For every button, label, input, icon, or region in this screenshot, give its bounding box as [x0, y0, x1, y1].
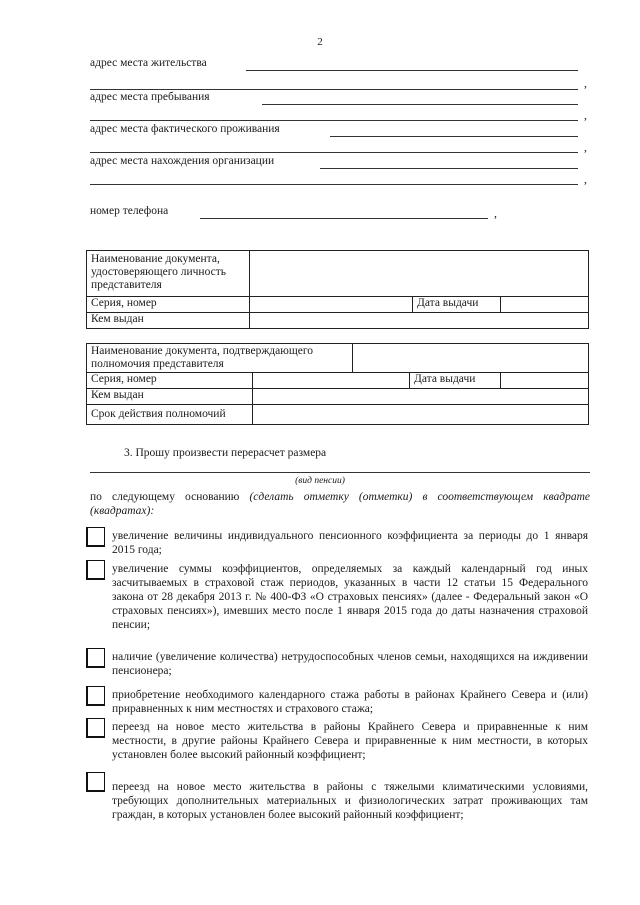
address-actual-field-line2[interactable] [90, 152, 578, 153]
option-text-3: наличие (увеличение количества) нетрудоспособных членов семьи, находящихся на иждивении пенсионера; [112, 651, 588, 677]
pension-type-caption: (вид пенсии) [295, 476, 345, 486]
option-checkbox-2[interactable] [86, 560, 105, 580]
address-stay-field[interactable] [262, 104, 578, 105]
page-number: 2 [317, 36, 323, 48]
option-checkbox-6[interactable] [86, 772, 105, 792]
address-stay-label: адрес места пребывания [90, 91, 210, 103]
address-organization-label: адрес места нахождения организации [90, 155, 275, 167]
comma: , [584, 172, 587, 186]
representative-id-table [86, 250, 589, 329]
basis-hint: (сделать отметку (отметки) в соответствующем квадрате (квадратах): [90, 491, 590, 517]
rep-date-label: Дата выдачи [413, 297, 501, 313]
option-checkbox-4[interactable] [86, 686, 105, 706]
comma: , [584, 140, 587, 154]
rep-issued-label: Кем выдан [87, 313, 250, 329]
basis-text: по следующему основанию [90, 491, 240, 503]
auth-date-field[interactable] [501, 373, 589, 389]
rep-date-field[interactable] [501, 297, 589, 313]
rep-doc-name-label: Наименование документа, удостоверяющего личность представителя [87, 251, 250, 297]
comma: , [584, 76, 587, 90]
option-checkbox-3[interactable] [86, 648, 105, 668]
address-residence-label: адрес места жительства [90, 57, 207, 69]
auth-validity-field[interactable] [253, 405, 589, 425]
rep-series-field[interactable] [250, 297, 413, 313]
address-actual-field[interactable] [330, 136, 578, 137]
auth-issued-field[interactable] [253, 389, 589, 405]
address-residence-field-line2[interactable] [90, 89, 578, 90]
auth-date-label: Дата выдачи [410, 373, 501, 389]
option-checkbox-5[interactable] [86, 718, 105, 738]
address-actual-label: адрес места фактического проживания [90, 123, 280, 135]
auth-issued-label: Кем выдан [87, 389, 253, 405]
authority-doc-table [86, 343, 589, 425]
auth-doc-name-field[interactable] [353, 344, 589, 373]
auth-doc-name-label: Наименование документа, подтверждающего полномочия представителя [87, 344, 353, 373]
option-text-5: переезд на новое место жительства в районы Крайнего Севера и приравненные к ним местности, в другие районы Крайнего Севера и приравненные к ним местности, в которых установлен более высокий районный коэффициент; [112, 721, 588, 761]
option-text-2: увеличение суммы коэффициентов, определяемых за каждый календарный год иных засчитываемых в страховой стаж периодов, указанных в части 12 статьи 15 Федерального закона от 28 декабря 2013 г. № 400-ФЗ «О страховых пенсиях» (далее - Федеральный закон «О страховых пенсиях»), имевших место после 1 января 2015 года до даты назначения страховой пенсии; [112, 563, 588, 631]
address-residence-field[interactable] [246, 70, 578, 71]
address-stay-field-line2[interactable] [90, 120, 578, 121]
rep-issued-field[interactable] [250, 313, 589, 329]
comma: , [584, 108, 587, 122]
basis-paragraph [90, 490, 590, 518]
auth-series-field[interactable] [253, 373, 410, 389]
comma: , [494, 206, 497, 220]
phone-field[interactable] [200, 218, 488, 219]
phone-label: номер телефона [90, 205, 169, 217]
auth-series-label: Серия, номер [87, 373, 253, 389]
section3-title: 3. Прошу произвести перерасчет размера [124, 447, 327, 459]
address-organization-field[interactable] [320, 168, 578, 169]
rep-doc-name-field[interactable] [250, 251, 589, 297]
rep-series-label: Серия, номер [87, 297, 250, 313]
option-text-1: увеличение величины индивидуального пенсионного коэффициента за периоды до 1 января 2015 года; [112, 530, 588, 556]
auth-validity-label: Срок действия полномочий [87, 405, 253, 425]
option-checkbox-1[interactable] [86, 527, 105, 547]
address-organization-field-line2[interactable] [90, 184, 578, 185]
option-text-6: переезд на новое место жительства в районы с тяжелыми климатическими условиями, требующих дополнительных материальных и физиологических затрат проживающих там граждан, в которых установлен более высокий районный коэффициент; [112, 781, 588, 821]
pension-type-field[interactable] [90, 472, 590, 473]
option-text-4: приобретение необходимого календарного стажа работы в районах Крайнего Севера и (или) приравненных к ним местностях и страхового стажа; [112, 689, 588, 715]
